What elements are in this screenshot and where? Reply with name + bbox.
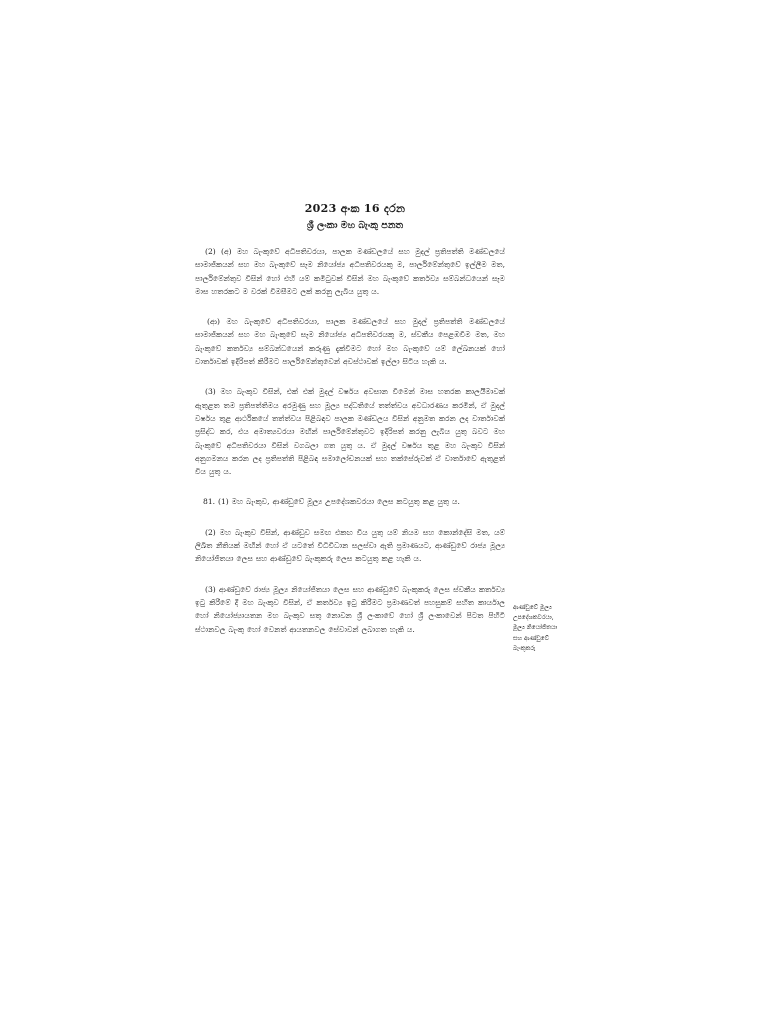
marginal-note-line: උපදේශකවරයා,	[513, 614, 554, 622]
marginal-note	[513, 603, 593, 654]
marginal-note-line: ආණ්ඩුවේ මූල්‍ය	[513, 604, 552, 611]
paragraph-2b: (ආ) මහ බැංකුවේ අධිපතිවරයා, පාලක මණ්ඩලයේ සහ මුදල් ප්‍රතිපත්ති මණ්ඩලයේ සාමාජිකයන් සහ මහ බැංකුවේ සෑම නියෝජ්‍ය අධිපතිවරයකු ම, ස්වකීය පෙළඹවීම මත, මහ බැංකුවේ කර්තව්‍ය සම්බන්ධයෙන් කරුණු දැක්වීමට හෝ මහ බැංකුවේ යම් ලේඛනයක් හෝ වාර්තාවක් ඉදිරිපත් කිරීමට පාර්ලිමේන්තුවෙන් අවස්ථාවක් ඉල්ලා සිටිය හැකි ය.	[195, 317, 505, 367]
gazette-reference: 2023 අංක 16 දරන	[304, 202, 406, 215]
act-title: ශ්‍රී ලංකා මහ බැංකු පනත	[306, 220, 404, 231]
section-81-1: 81. (1) මහ බැංකුව, ආණ්ඩුවේ මූල්‍ය උපදේශකවරයා ලෙස කටයුතු කළ යුතු ය.	[203, 497, 460, 507]
paragraph-3: (3) මහ බැංකුව විසින්, එක් එක් මුදල් වර්ෂය අවසාන වීමෙන් මාස හතරක කාලයීමාවක් ඇතුළත තම ප්‍රතිපත්තිමය අරමුණු සහ මූල්‍ය පද්ධතියේ තත්ත්වය අවධාරණය කරමින්, ඒ මුදල් වර්ෂය තුළ ආර්ථිකයේ තත්ත්වය පිළිබඳව පාලක මණ්ඩලය විසින් අනුමත කරන ලද වාර්තාවක් ප්‍රසිද්ධ කර, එය අමාත්‍යවරයා මඟින් පාර්ලිමේන්තුවට ඉදිරිපත් කරනු ලැබිය යුතු බවට මහ බැංකුවේ අධිපතිවරයා විසින් වගබලා ගත යුතු ය. ඒ මුදල් වර්ෂය තුළ මහ බැංකුව විසින් අනුගමනය කරන ලද ප්‍රතිපත්ති පිළිබඳ සමාලෝචනයක් සහ තක්සේරුවක් ඒ වාර්තාවේ ඇතුළත් විය යුතු ය.	[195, 387, 505, 477]
section-81-3: (3) ආණ්ඩුවේ රාජ්‍ය මූල්‍ය නියෝජිතයා ලෙස සහ ආණ්ඩුවේ බැංකුකරු ලෙස ස්වකීය කර්තව්‍ය ඉටු කිරීමේ දී මහ බැංකුව විසින්, ඒ කර්තව්‍ය ඉටු කිරීමට ප්‍රමාණවත් පහසුකම් සහිත කාර්යාල හෝ නියෝජ්‍යායතන මහ බැංකුව සතු නොවන ශ්‍රී ලංකාවේ හෝ ශ්‍රී ලංකාවෙන් පිටත පිහිටි ස්ථානවල බැංකු හෝ වෙනත් ආයතනවල සේවාවන් ලබාගත හැකි ය.	[195, 584, 505, 634]
paragraph-2a: (2) (අ) මහ බැංකුවේ අධිපතිවරයා, පාලක මණ්ඩලයේ සහ මුදල් ප්‍රතිපත්ති මණ්ඩලයේ සාමාජිකයන් සහ මහ බැංකුවේ සෑම නියෝජ්‍ය අධිපතිවරයකු ම, පාර්ලිමේන්තුවේ ඉල්ලීම මත, පාර්ලිමේන්තුව විසින් හෝ එහි යම් කමිටුවක් විසින් මහ බැංකුවේ කර්තව්‍ය සම්බන්ධයෙන් සෑම මාස හතරකට ම වරක් විමසීමට ලක් කරනු ලැබිය යුතු ය.	[195, 247, 505, 296]
marginal-note-line: සහ ආණ්ඩුවේ	[513, 634, 550, 642]
marginal-note-line: මූල්‍ය නියෝජිතයා	[513, 624, 558, 632]
page-header	[195, 200, 515, 234]
marginal-note-line: බැංකුකරු	[513, 644, 536, 652]
main-text-column	[195, 245, 505, 653]
section-81-2: (2) මහ බැංකුව විසින්, ආණ්ඩුව සමඟ එකඟ විය යුතු යම් නියම සහ කොන්දේසි මත, යම් ලිඛිත නීතියක් මඟින් හෝ ඒ යටතේ විධිවිධාන සලස්වා ඇති ප්‍රමාණයට, ආණ්ඩුවේ රාජ්‍ය මූල්‍ය නියෝජිතයා ලෙස සහ ආණ්ඩුවේ බැංකුකරු ලෙස කටයුතු කළ හැකි ය.	[195, 527, 505, 564]
